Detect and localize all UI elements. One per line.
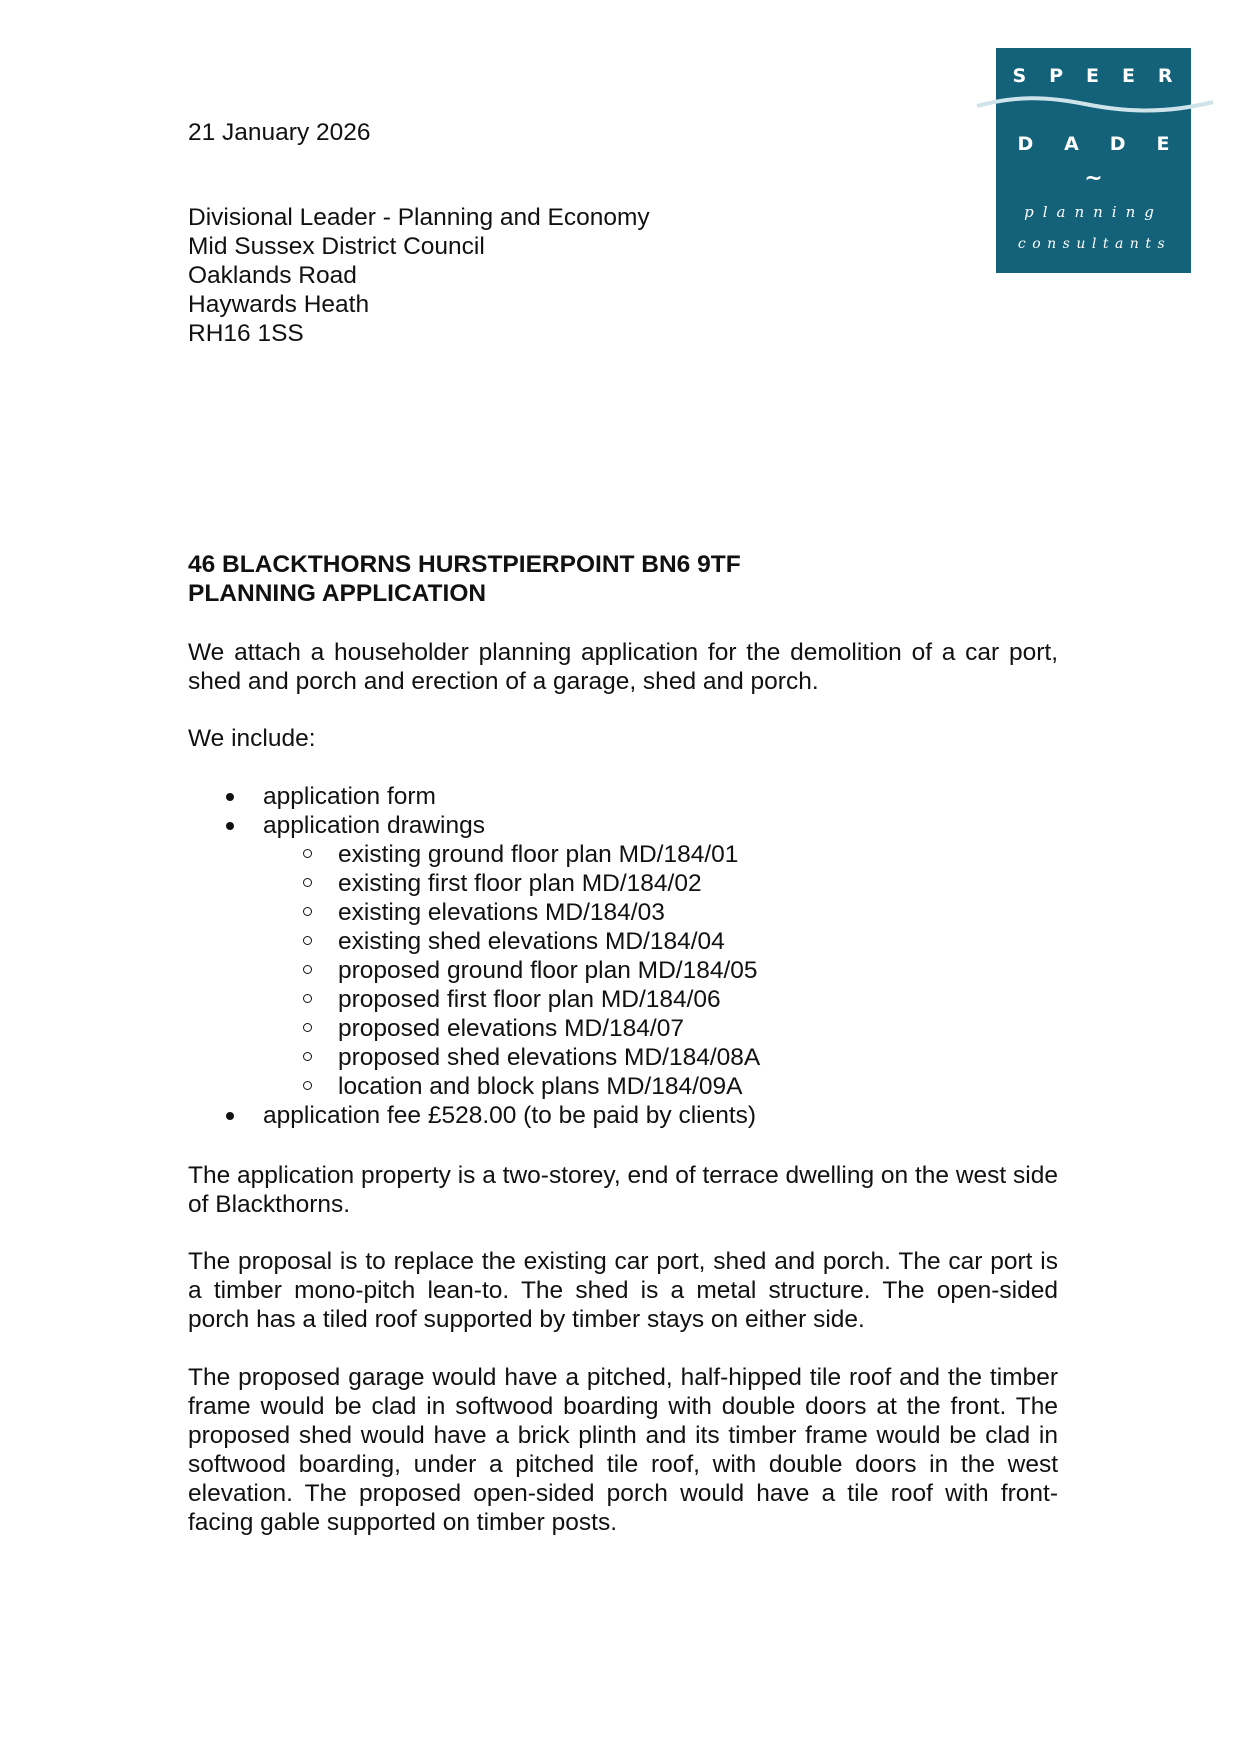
circle-bullet-icon: [303, 878, 312, 887]
bullet-icon: [226, 793, 234, 801]
bullet-icon: [226, 822, 234, 830]
include-label: We include:: [188, 725, 316, 752]
property-paragraph: The application property is a two-storey, end of terrace dwelling on the west side of Blackthorns.: [188, 1162, 1058, 1218]
circle-bullet-icon: [303, 1023, 312, 1032]
circle-bullet-icon: [303, 1081, 312, 1090]
logo-tilde: ~: [1084, 166, 1103, 191]
address-line: Oaklands Road: [188, 262, 357, 289]
circle-bullet-icon: [303, 994, 312, 1003]
circle-bullet-icon: [303, 907, 312, 916]
list-item: existing first floor plan MD/184/02: [263, 869, 1058, 898]
circle-bullet-icon: [303, 1052, 312, 1061]
logo-line-consultants: consultants: [1017, 236, 1172, 252]
logo-line-planning: planning: [1024, 203, 1163, 221]
list-item: application drawings existing ground floor plan MD/184/01 existing first floor plan MD/184/02 existing elevations MD/184/03 existing shed elevations MD/184/04 proposed ground floor plan MD/184/05 proposed first floor plan MD/184/06 proposed elevations MD/184/07 proposed shed elevations MD/184/08A location and block plans MD/184/09A: [188, 811, 1058, 1101]
address-line: RH16 1SS: [188, 320, 304, 347]
recipient-address: [188, 203, 1058, 348]
address-line: Mid Sussex District Council: [188, 233, 485, 260]
heading-line: PLANNING APPLICATION: [188, 580, 487, 607]
list-item: proposed first floor plan MD/184/06: [263, 985, 1058, 1014]
list-item: application fee £528.00 (to be paid by clients): [188, 1101, 1058, 1130]
letter-date: 21 January 2026: [188, 119, 371, 146]
logo-line-dade: D A D E: [1017, 133, 1170, 155]
heading-line: 46 BLACKTHORNS HURSTPIERPOINT BN6 9TF: [188, 551, 741, 578]
list-item: proposed elevations MD/184/07: [263, 1014, 1058, 1043]
list-item: proposed shed elevations MD/184/08A: [263, 1043, 1058, 1072]
logo-wave-icon: [975, 90, 1215, 120]
list-item: existing elevations MD/184/03: [263, 898, 1058, 927]
address-line: Haywards Heath: [188, 291, 370, 318]
list-item: existing ground floor plan MD/184/01: [263, 840, 1058, 869]
circle-bullet-icon: [303, 849, 312, 858]
circle-bullet-icon: [303, 936, 312, 945]
details-paragraph: The proposed garage would have a pitched, half-hipped tile roof and the timber frame would be clad in softwood boarding with double doors at the front. The proposed shed would have a brick plinth and its timber frame would be clad in softwood boarding, under a pitched tile roof, with double doors in the west elevation. The proposed open-sided porch would have a tile roof with front-facing gable supported on timber posts.: [188, 1364, 1058, 1536]
drawings-sublist: [263, 840, 1058, 1101]
address-line: Divisional Leader - Planning and Economy: [188, 204, 650, 231]
enclosures-list: [188, 782, 1058, 1130]
list-item: application form: [188, 782, 1058, 811]
circle-bullet-icon: [303, 965, 312, 974]
list-item: existing shed elevations MD/184/04: [263, 927, 1058, 956]
list-item: location and block plans MD/184/09A: [263, 1072, 1058, 1101]
letter-heading: [188, 550, 1058, 608]
proposal-paragraph: The proposal is to replace the existing car port, shed and porch. The car port is a timber mono-pitch lean-to. The shed is a metal structure. The open-sided porch has a tiled roof supported by timber stays on either side.: [188, 1248, 1058, 1333]
logo-line-speer: S P E E R: [1012, 65, 1175, 87]
list-item: proposed ground floor plan MD/184/05: [263, 956, 1058, 985]
intro-paragraph: We attach a householder planning application for the demolition of a car port, shed and porch and erection of a garage, shed and porch.: [188, 639, 1058, 695]
bullet-icon: [226, 1112, 234, 1120]
